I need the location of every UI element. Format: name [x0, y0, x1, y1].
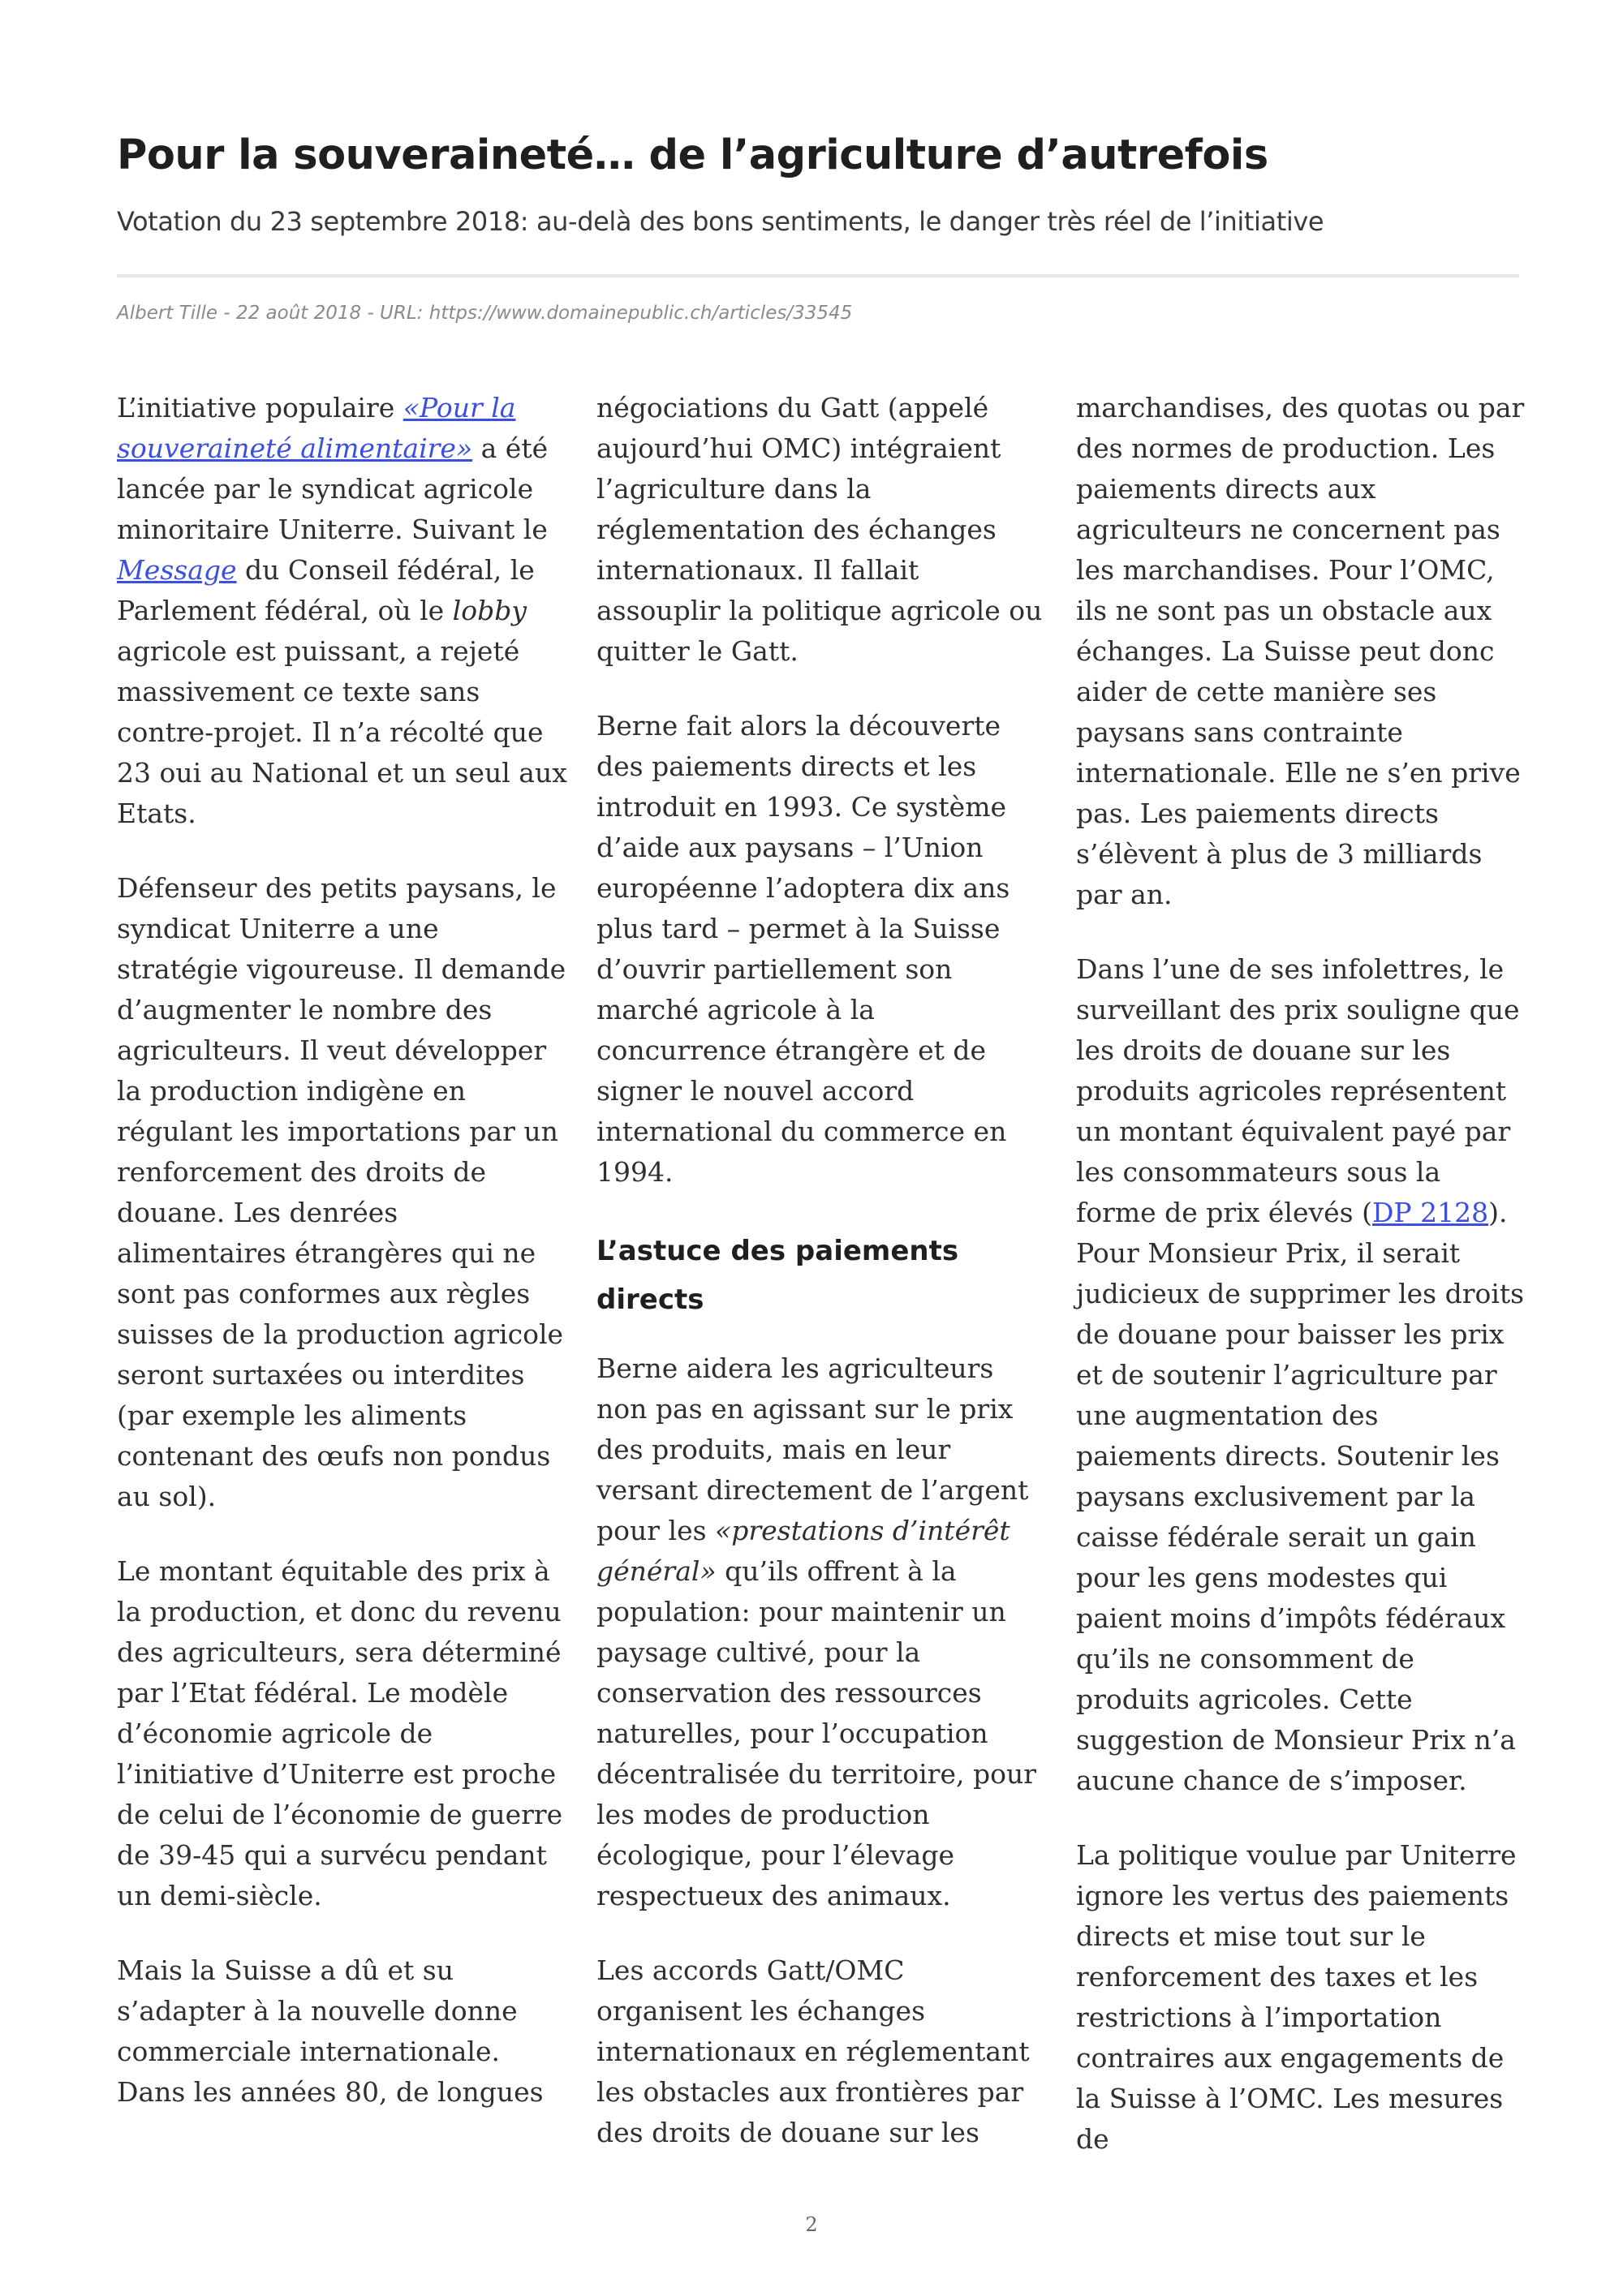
text-run: du Conseil fédéral, le Parlement fédéral, où le	[117, 554, 535, 626]
column-1	[117, 388, 567, 2147]
message-link[interactable]: Message	[117, 554, 237, 586]
emphasis: «prestations d’intérêt général»	[596, 1515, 1010, 1587]
paragraph: négociations du Gatt (appelé aujourd’hui OMC) intégraient l’agriculture dans la réglementation des échanges internationaux. Il fallait assouplir la politique agricole ou quitter le Gatt.	[596, 392, 1043, 667]
text-run: agricole est puissant, a rejeté massivement ce texte sans contre-projet. Il n’a récolté que 23 oui au National et un seul aux Etats.	[117, 635, 567, 829]
article-title: Pour la souveraineté… de l’agriculture d’autrefois	[117, 131, 1268, 179]
dp-2128-link[interactable]: DP 2128	[1371, 1197, 1489, 1228]
paragraph	[1076, 949, 1526, 1801]
text-run: ). Pour Monsieur Prix, il serait judicieux de supprimer les droits de douane pour baisser les prix et de soutenir l’agriculture par une augmentation des paiements directs. Soutenir les paysans exclusivement par la caisse fédérale serait un gain pour les gens modestes qui paient moins d’impôts fédéraux qu’ils ne consomment de produits agricoles. Cette suggestion de Monsieur Prix n’a aucune chance de s’imposer.	[1076, 1197, 1525, 1796]
paragraph: Berne fait alors la découverte des paiements directs et les introduit en 1993. Ce système d’aide aux paysans – l’Union européenne l’adoptera dix ans plus tard – permet à la Suisse d’ouvrir partiellement son marché agricole à la concurrence étrangère et de signer le nouvel accord international du commerce en 1994.	[596, 710, 1010, 1188]
paragraph: La politique voulue par Uniterre ignore les vertus des paiements directs et mise tout sur le renforcement des taxes et les restrictions à l’importation contraires aux engagements de la Suisse à l’OMC. Les mesures de	[1076, 1839, 1517, 2155]
paragraph: marchandises, des quotas ou par des normes de production. Les paiements directs aux agriculteurs ne concernent pas les marchandises. Pour l’OMC, ils ne sont pas un obstacle aux échanges. La Suisse peut donc aider de cette manière ses paysans sans contrainte internationale. Elle ne s’en prive pas. Les paiements directs s’élèvent à plus de 3 milliards par an.	[1076, 392, 1525, 910]
text-run: a été lancée par le syndicat agricole minoritaire Uniterre. Suivant le	[117, 432, 549, 545]
section-heading: L’astuce des paiements directs	[596, 1235, 959, 1316]
initiative-link[interactable]: «Pour la souveraineté alimentaire»	[117, 392, 516, 464]
paragraph: Les accords Gatt/OMC organisent les échanges internationaux en réglementant les obstacles aux frontières par des droits de douane sur les	[596, 1954, 1030, 2148]
emphasis: lobby	[452, 595, 527, 626]
paragraph: Le montant équitable des prix à la production, et donc du revenu des agriculteurs, sera déterminé par l’Etat fédéral. Le modèle d’économie agricole de l’initiative d’Uniterre est proche de celui de l’économie de guerre de 39-45 qui a survécu pendant un demi-siècle.	[117, 1555, 563, 1911]
text-run: Berne aidera les agriculteurs non pas en agissant sur le prix des produits, mais en leur versant directement de l’argent pour les	[596, 1352, 1029, 1546]
article-subtitle: Votation du 23 septembre 2018: au-delà des bons sentiments, le danger très réel de l’initiative	[117, 206, 1324, 237]
paragraph	[596, 1348, 1047, 1916]
text-run: Dans l’une de ses infolettres, le surveillant des prix souligne que les droits de douane sur les produits agricoles représentent un montant équivalent payé par les consommateurs sous la forme de prix élevés (	[1076, 953, 1520, 1228]
text-run: L’initiative populaire	[117, 392, 403, 424]
column-3	[1076, 388, 1526, 2194]
paragraph: Mais la Suisse a dû et su s’adapter à la nouvelle donne commerciale internationale. Dans les années 80, de longues	[117, 1954, 544, 2108]
page-number: 2	[805, 2213, 818, 2236]
column-2	[596, 388, 1047, 2187]
paragraph	[117, 388, 567, 834]
text-run: qu’ils offrent à la population: pour maintenir un paysage cultivé, pour la conservation des ressources naturelles, pour l’occupation décentralisée du territoire, pour les modes de production écologique, pour l’élevage respectueux des animaux.	[596, 1555, 1036, 1911]
header-divider	[117, 274, 1519, 277]
article-meta: Albert Tille - 22 août 2018 - URL: https://www.domainepublic.ch/articles/33545	[117, 303, 853, 324]
paragraph: Défenseur des petits paysans, le syndicat Uniterre a une stratégie vigoureuse. Il demande d’augmenter le nombre des agriculteurs. Il veut développer la production indigène en régulant les importations par un renforcement des droits de douane. Les denrées alimentaires étrangères qui ne sont pas conformes aux règles suisses de la production agricole seront surtaxées ou interdites (par exemple les aliments contenant des œufs non pondus au sol).	[117, 872, 566, 1512]
